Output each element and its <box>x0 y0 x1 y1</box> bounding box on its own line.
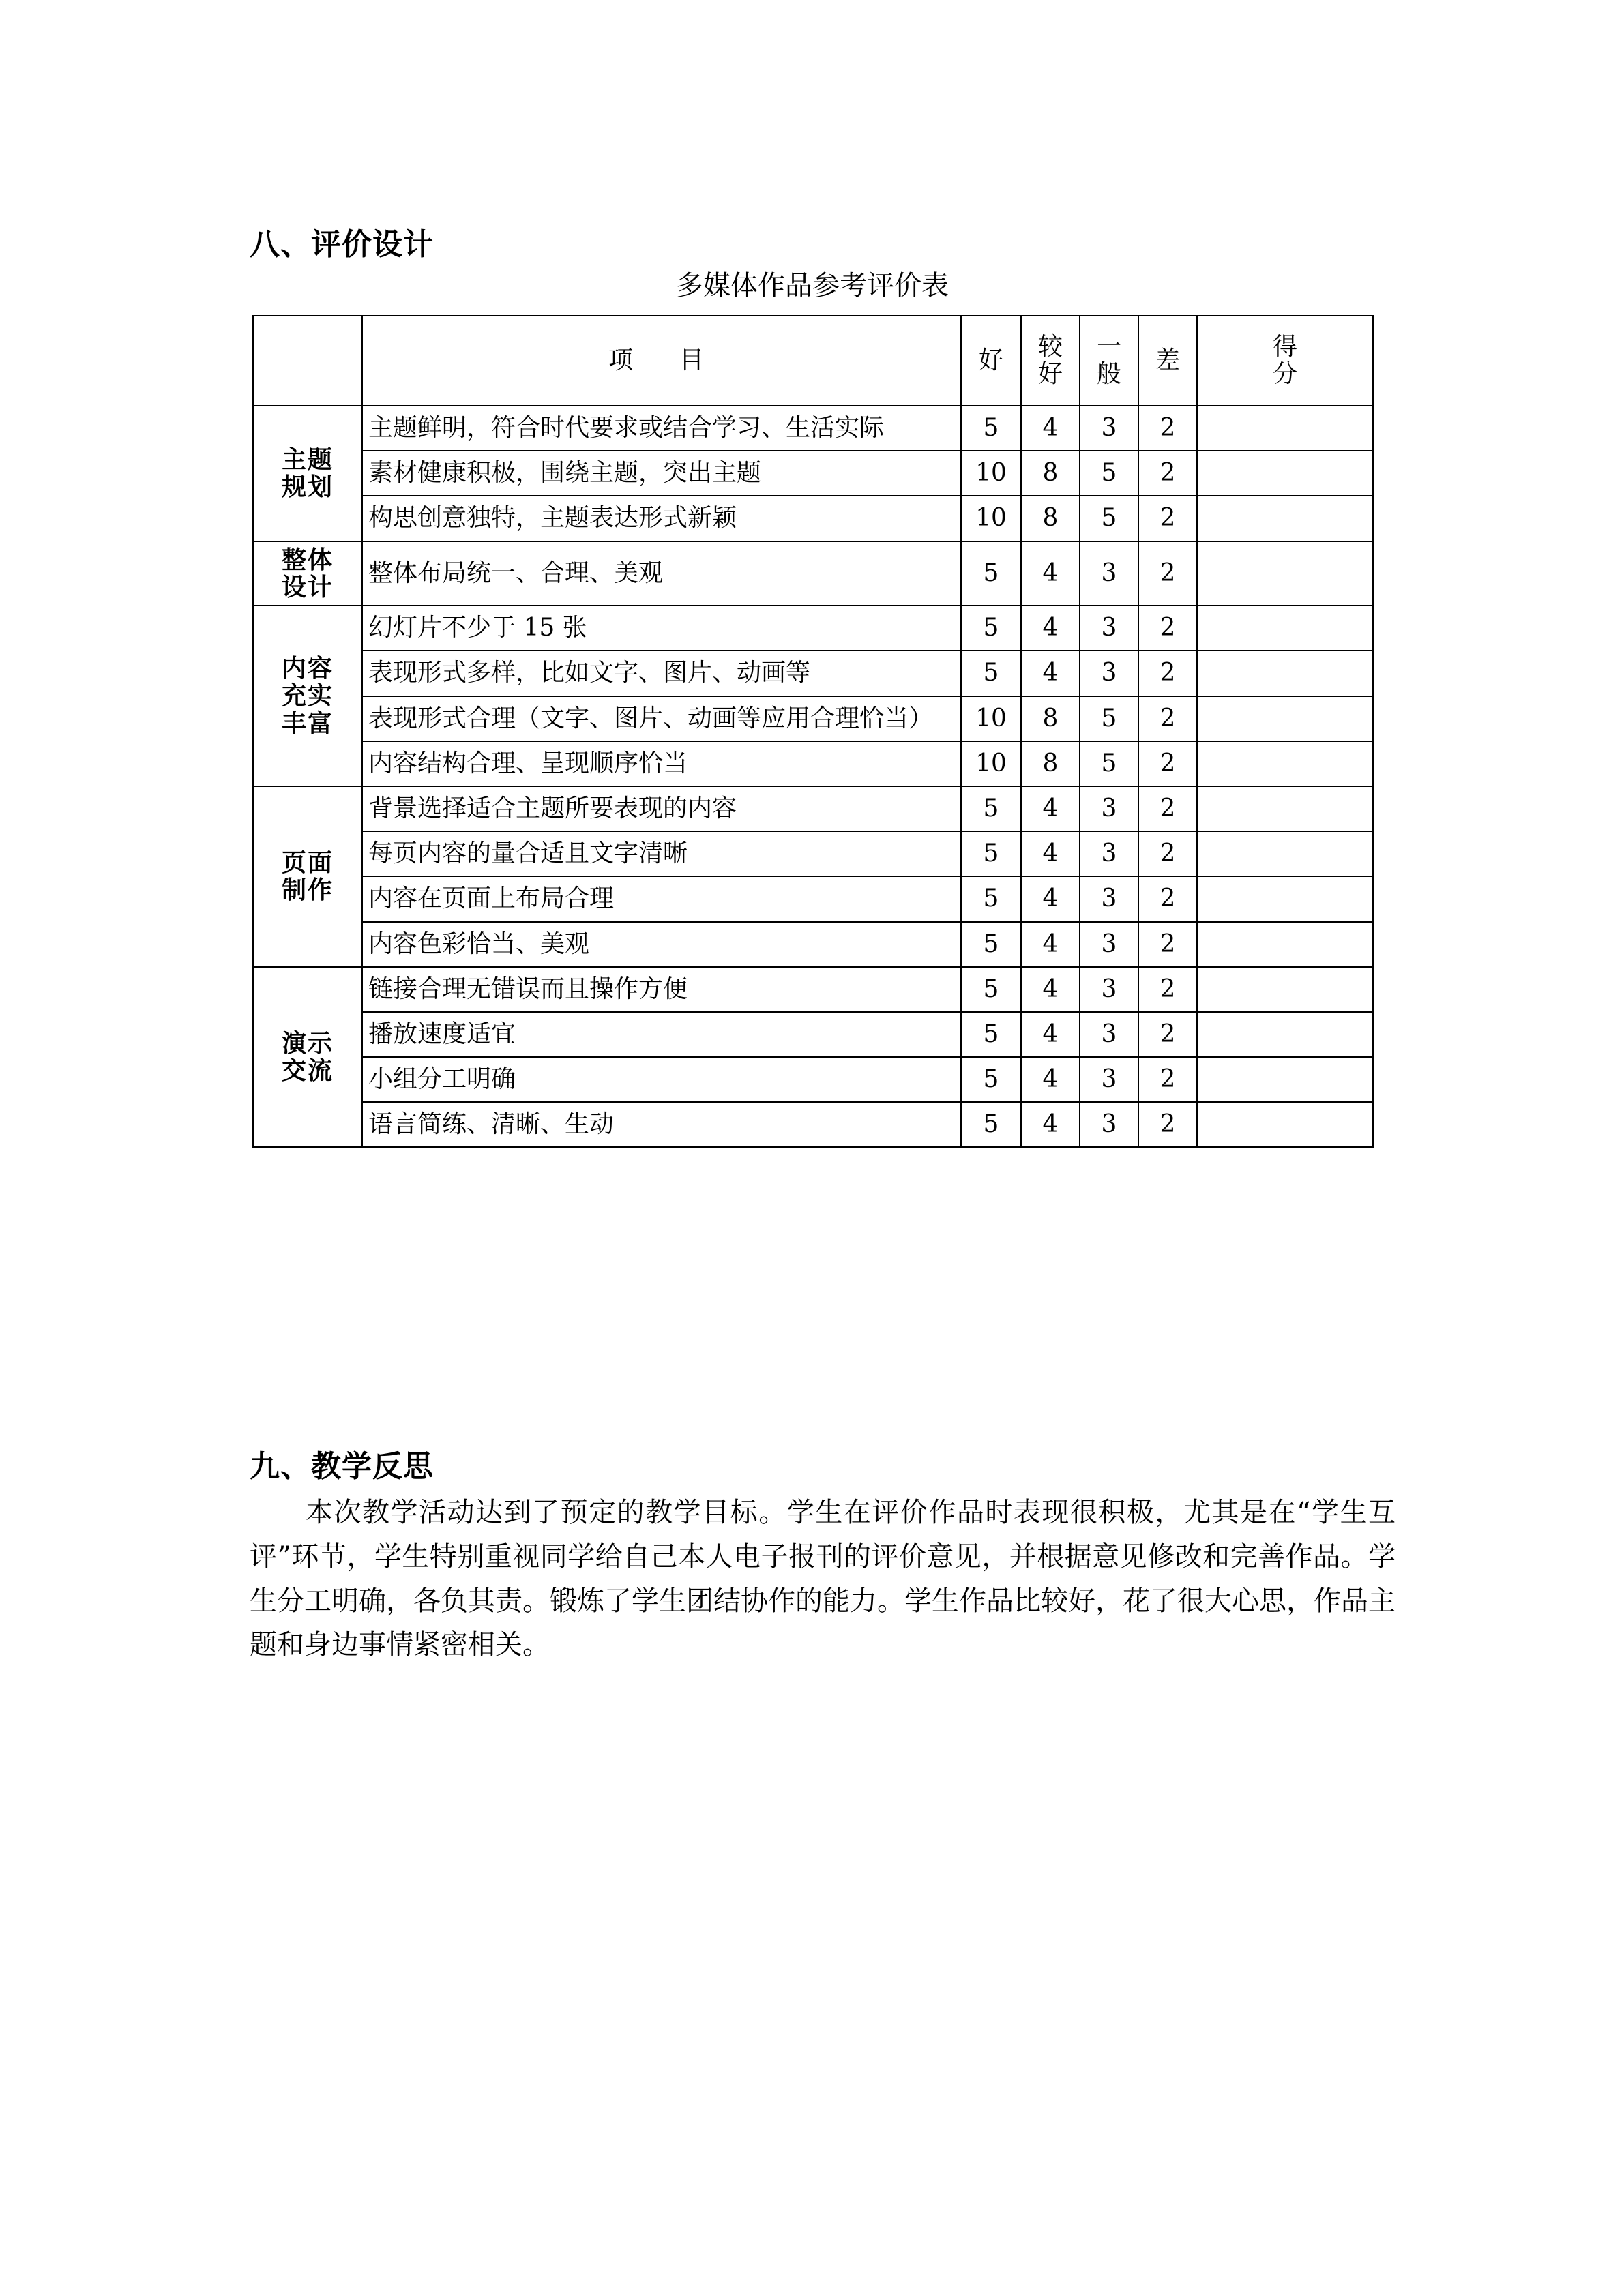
score-good-cell: 10 <box>961 741 1021 786</box>
score-fair-cell: 8 <box>1021 451 1080 496</box>
score-average-cell: 3 <box>1080 541 1138 606</box>
score-poor-cell: 2 <box>1138 876 1197 921</box>
score-good-cell: 5 <box>961 831 1021 876</box>
score-result-cell[interactable] <box>1197 1102 1373 1147</box>
table-row <box>253 831 1373 876</box>
criterion-item-cell: 内容色彩恰当、美观 <box>362 922 961 967</box>
table-row <box>253 406 1373 451</box>
section-heading-evaluation-design: 八、评价设计 <box>250 227 434 262</box>
score-good-cell: 5 <box>961 922 1021 967</box>
score-poor-cell: 2 <box>1138 786 1197 831</box>
score-fair-cell: 4 <box>1021 786 1080 831</box>
table-row <box>253 451 1373 496</box>
column-header-score-line: 得 <box>1272 332 1297 361</box>
score-average-cell: 5 <box>1080 451 1138 496</box>
table-row <box>253 1057 1373 1102</box>
score-good-cell: 5 <box>961 651 1021 696</box>
column-header-category <box>253 316 362 406</box>
score-poor-cell: 2 <box>1138 451 1197 496</box>
score-fair-cell: 8 <box>1021 741 1080 786</box>
score-result-cell[interactable] <box>1197 651 1373 696</box>
score-average-cell: 3 <box>1080 922 1138 967</box>
score-poor-cell: 2 <box>1138 831 1197 876</box>
criterion-item-cell: 内容在页面上布局合理 <box>362 876 961 921</box>
score-result-cell[interactable] <box>1197 496 1373 541</box>
score-fair-cell: 4 <box>1021 541 1080 606</box>
score-result-cell[interactable] <box>1197 696 1373 741</box>
criterion-item-cell: 小组分工明确 <box>362 1057 961 1102</box>
category-cell <box>253 606 362 786</box>
category-label-line: 丰富 <box>281 709 334 738</box>
criterion-item-cell: 每页内容的量合适且文字清晰 <box>362 831 961 876</box>
score-result-cell[interactable] <box>1197 451 1373 496</box>
column-header-item-line: 项 目 <box>608 346 715 374</box>
table-row <box>253 876 1373 921</box>
score-result-cell[interactable] <box>1197 541 1373 606</box>
teaching-reflection-paragraph: 本次教学活动达到了预定的教学目标。学生在评价作品时表现很积极，尤其是在“学生互评”环节，学生特别重视同学给自己本人电子报刊的评价意见，并根据意见修改和完善作品。学生分工明确，各负其责。锻炼了学生团结协作的能力。学生作品比较好，花了很大心思，作品主题和身边事情紧密相关。 <box>250 1497 1396 1661</box>
category-label-line: 内容 <box>281 654 334 683</box>
score-result-cell[interactable] <box>1197 786 1373 831</box>
table-header-row <box>253 316 1373 406</box>
score-poor-cell: 2 <box>1138 651 1197 696</box>
column-header-average <box>1080 316 1138 406</box>
table-row <box>253 786 1373 831</box>
score-average-cell: 3 <box>1080 786 1138 831</box>
table-row <box>253 496 1373 541</box>
criterion-item-cell: 构思创意独特，主题表达形式新颖 <box>362 496 961 541</box>
category-label-line: 设计 <box>281 572 334 601</box>
score-result-cell[interactable] <box>1197 741 1373 786</box>
score-result-cell[interactable] <box>1197 967 1373 1012</box>
score-good-cell: 5 <box>961 1102 1021 1147</box>
score-fair-cell: 4 <box>1021 1102 1080 1147</box>
criterion-item-cell: 主题鲜明，符合时代要求或结合学习、生活实际 <box>362 406 961 451</box>
score-good-cell: 5 <box>961 1057 1021 1102</box>
score-average-cell: 3 <box>1080 967 1138 1012</box>
score-good-cell: 5 <box>961 876 1021 921</box>
column-header-good <box>961 316 1021 406</box>
score-good-cell: 10 <box>961 496 1021 541</box>
table-row <box>253 606 1373 651</box>
score-poor-cell: 2 <box>1138 541 1197 606</box>
score-fair-cell: 4 <box>1021 606 1080 651</box>
category-cell <box>253 406 362 541</box>
score-poor-cell: 2 <box>1138 1012 1197 1057</box>
category-label-line: 主题 <box>281 445 334 474</box>
table-caption: 多媒体作品参考评价表 <box>676 270 949 301</box>
score-good-cell: 10 <box>961 696 1021 741</box>
column-header-fair-line: 较 <box>1037 332 1063 361</box>
score-result-cell[interactable] <box>1197 606 1373 651</box>
score-poor-cell: 2 <box>1138 922 1197 967</box>
criterion-item-cell: 背景选择适合主题所要表现的内容 <box>362 786 961 831</box>
category-label-line: 规划 <box>281 473 334 502</box>
score-good-cell: 5 <box>961 1012 1021 1057</box>
category-label-line: 制作 <box>281 876 334 905</box>
score-result-cell[interactable] <box>1197 406 1373 451</box>
score-average-cell: 3 <box>1080 406 1138 451</box>
score-result-cell[interactable] <box>1197 876 1373 921</box>
score-fair-cell: 8 <box>1021 496 1080 541</box>
score-result-cell[interactable] <box>1197 922 1373 967</box>
category-label-line: 页面 <box>281 848 334 877</box>
category-label-line: 整体 <box>281 545 334 574</box>
score-average-cell: 3 <box>1080 876 1138 921</box>
criterion-item-cell: 链接合理无错误而且操作方便 <box>362 967 961 1012</box>
score-average-cell: 5 <box>1080 496 1138 541</box>
category-cell <box>253 967 362 1148</box>
criterion-item-cell: 播放速度适宜 <box>362 1012 961 1057</box>
evaluation-table <box>252 315 1374 1148</box>
score-good-cell: 5 <box>961 406 1021 451</box>
category-cell <box>253 786 362 967</box>
score-fair-cell: 4 <box>1021 406 1080 451</box>
category-label-line: 交流 <box>281 1056 334 1086</box>
score-poor-cell: 2 <box>1138 696 1197 741</box>
score-poor-cell: 2 <box>1138 1057 1197 1102</box>
score-average-cell: 3 <box>1080 1012 1138 1057</box>
score-average-cell: 3 <box>1080 606 1138 651</box>
score-average-cell: 5 <box>1080 696 1138 741</box>
column-header-fair <box>1021 316 1080 406</box>
table-row <box>253 541 1373 606</box>
table-row <box>253 741 1373 786</box>
column-header-item <box>362 316 961 406</box>
criterion-item-cell: 内容结构合理、呈现顺序恰当 <box>362 741 961 786</box>
score-average-cell: 3 <box>1080 831 1138 876</box>
category-label-line: 演示 <box>281 1028 334 1058</box>
score-average-cell: 3 <box>1080 1057 1138 1102</box>
score-poor-cell: 2 <box>1138 406 1197 451</box>
column-header-score <box>1197 316 1373 406</box>
category-label-line: 充实 <box>281 681 334 711</box>
criterion-item-cell: 幻灯片不少于 15 张 <box>362 606 961 651</box>
score-average-cell: 3 <box>1080 1102 1138 1147</box>
score-good-cell: 5 <box>961 786 1021 831</box>
table-row <box>253 651 1373 696</box>
score-poor-cell: 2 <box>1138 967 1197 1012</box>
evaluation-table-container <box>252 315 1372 1148</box>
score-good-cell: 5 <box>961 541 1021 606</box>
score-average-cell: 5 <box>1080 741 1138 786</box>
score-result-cell[interactable] <box>1197 831 1373 876</box>
score-fair-cell: 4 <box>1021 831 1080 876</box>
table-row <box>253 922 1373 967</box>
criterion-item-cell: 语言简练、清晰、生动 <box>362 1102 961 1147</box>
score-fair-cell: 4 <box>1021 1057 1080 1102</box>
table-row <box>253 1012 1373 1057</box>
column-header-poor-line: 差 <box>1155 346 1180 374</box>
section-heading-teaching-reflection: 九、教学反思 <box>250 1449 434 1484</box>
column-header-fair-line: 好 <box>1037 360 1063 388</box>
criterion-item-cell: 整体布局统一、合理、美观 <box>362 541 961 606</box>
score-poor-cell: 2 <box>1138 741 1197 786</box>
criterion-item-cell: 表现形式多样，比如文字、图片、动画等 <box>362 651 961 696</box>
score-fair-cell: 4 <box>1021 876 1080 921</box>
table-row <box>253 967 1373 1012</box>
score-good-cell: 5 <box>961 606 1021 651</box>
score-average-cell: 3 <box>1080 651 1138 696</box>
score-poor-cell: 2 <box>1138 496 1197 541</box>
score-poor-cell: 2 <box>1138 606 1197 651</box>
column-header-score-line: 分 <box>1272 360 1297 388</box>
column-header-average-line: 般 <box>1096 360 1121 388</box>
column-header-good-line: 好 <box>978 346 1003 374</box>
criterion-item-cell: 表现形式合理（文字、图片、动画等应用合理恰当） <box>362 696 961 741</box>
score-good-cell: 10 <box>961 451 1021 496</box>
category-cell <box>253 541 362 606</box>
table-row <box>253 696 1373 741</box>
criterion-item-cell: 素材健康积极，围绕主题，突出主题 <box>362 451 961 496</box>
score-result-cell[interactable] <box>1197 1057 1373 1102</box>
score-fair-cell: 4 <box>1021 1012 1080 1057</box>
column-header-poor <box>1138 316 1197 406</box>
table-row <box>253 1102 1373 1147</box>
score-fair-cell: 4 <box>1021 651 1080 696</box>
score-good-cell: 5 <box>961 967 1021 1012</box>
score-fair-cell: 4 <box>1021 967 1080 1012</box>
score-poor-cell: 2 <box>1138 1102 1197 1147</box>
score-fair-cell: 8 <box>1021 696 1080 741</box>
score-fair-cell: 4 <box>1021 922 1080 967</box>
column-header-average-line: 一 <box>1096 332 1121 361</box>
score-result-cell[interactable] <box>1197 1012 1373 1057</box>
